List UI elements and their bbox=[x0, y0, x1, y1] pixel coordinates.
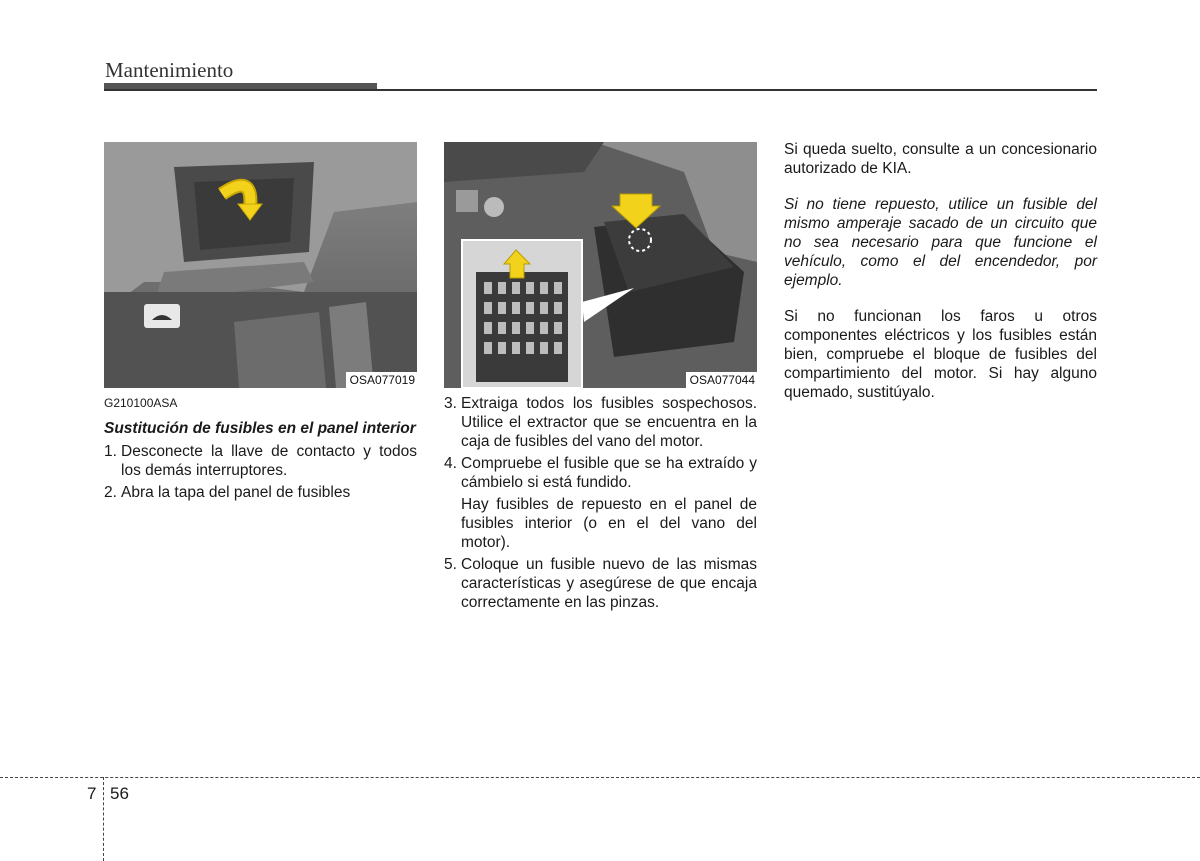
header-rule bbox=[104, 89, 1097, 91]
paragraph: Si queda suelto, consulte a un concesionario autorizado de KIA. bbox=[784, 141, 1097, 177]
paragraph-italic: Si no tiene repuesto, utilice un fusible del mismo amperaje sacado de un circuito que no sea necesario para que funcione el vehículo, como el del encendedor, por ejemplo. bbox=[784, 196, 1097, 289]
step-item bbox=[444, 394, 757, 451]
step-item bbox=[104, 483, 417, 502]
section-title: Sustitución de fusibles en el panel interior bbox=[104, 420, 416, 437]
step-text: Abra la tapa del panel de fusibles bbox=[121, 484, 351, 501]
left-column bbox=[104, 394, 417, 505]
step-number: 5. bbox=[444, 556, 457, 573]
footer-rule bbox=[0, 777, 1200, 778]
figure-engine-fuse-box bbox=[444, 142, 757, 388]
step-note: Hay fusibles de repuesto en el panel de fusibles interior (o en el del vano del motor). bbox=[461, 496, 757, 551]
figure-code: OSA077019 bbox=[346, 372, 417, 388]
figure-code: OSA077044 bbox=[686, 372, 757, 388]
step-text: Coloque un fusible nuevo de las mismas características y asegúrese de que encaja correctamente en las pinzas. bbox=[461, 556, 757, 611]
section-code: G210100ASA bbox=[104, 396, 178, 410]
page-number: 56 bbox=[110, 784, 129, 803]
step-item bbox=[104, 442, 417, 480]
header-title: Mantenimiento bbox=[105, 58, 234, 82]
figure-interior-fuse-panel bbox=[104, 142, 417, 388]
step-item bbox=[444, 454, 757, 492]
step-number: 3. bbox=[444, 395, 457, 412]
step-text: Compruebe el fusible que se ha extraído y cámbielo si está fundido. bbox=[461, 455, 757, 491]
footer-divider bbox=[103, 777, 104, 861]
interior-fuse-panel-photo bbox=[104, 142, 417, 388]
step-text: Desconecte la llave de contacto y todos los demás interruptores. bbox=[121, 443, 417, 479]
right-column bbox=[784, 140, 1097, 419]
paragraph: Si no funcionan los faros u otros componentes eléctricos y los fusibles están bien, compruebe el bloque de fusibles del compartimiento del motor. Si hay alguno quemado, sustitúyalo. bbox=[784, 308, 1097, 401]
step-text: Extraiga todos los fusibles sospechosos. Utilice el extractor que se encuentra en la caja de fusibles del vano del motor. bbox=[461, 395, 757, 450]
middle-column bbox=[444, 394, 757, 615]
step-number: 4. bbox=[444, 455, 457, 472]
step-item bbox=[444, 555, 757, 612]
chapter-number: 7 bbox=[87, 784, 97, 803]
engine-fuse-box-photo bbox=[444, 142, 757, 388]
step-number: 1. bbox=[104, 443, 117, 460]
step-number: 2. bbox=[104, 484, 117, 501]
